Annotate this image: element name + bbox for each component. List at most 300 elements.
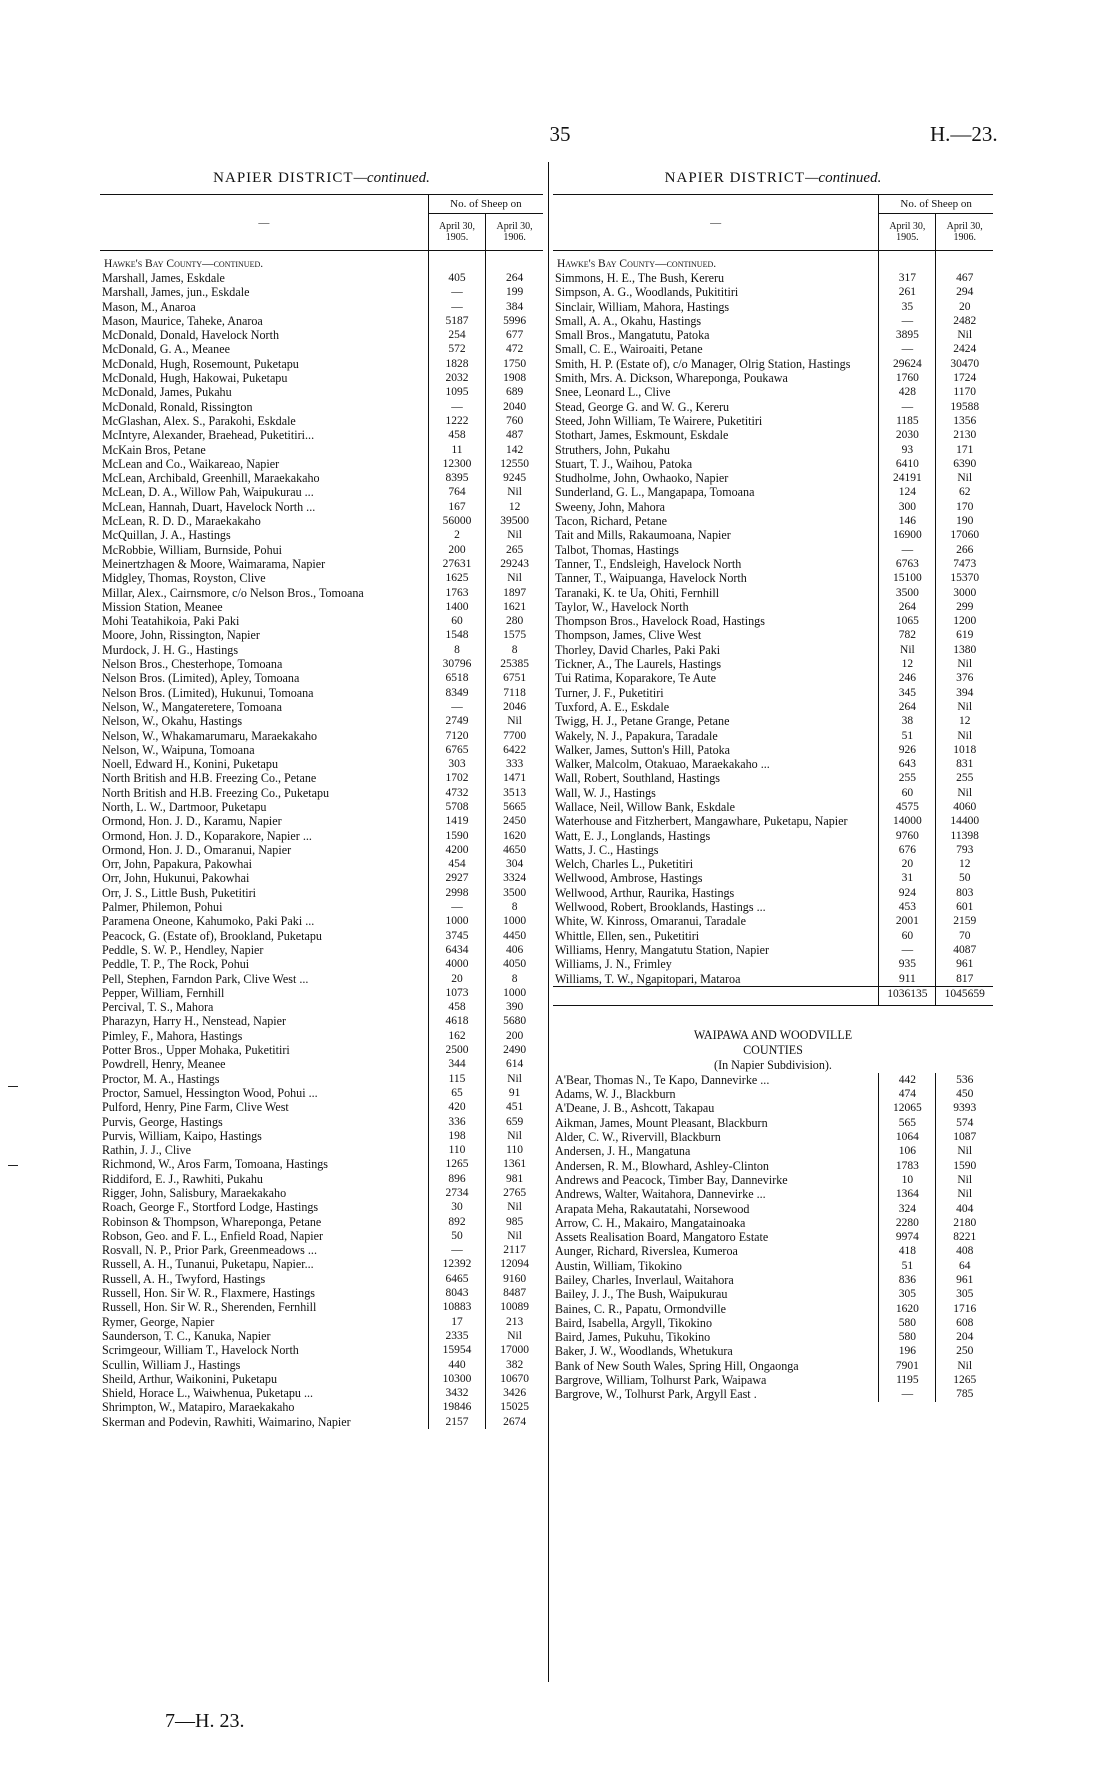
sheep-1906: 294: [936, 285, 993, 299]
owner-name: Mission Station, Meanee: [102, 599, 223, 614]
owner-name: Shield, Horace L., Waiwhenua, Puketapu ...: [102, 1386, 314, 1401]
owner-name: Stead, George G. and W. G., Kereru: [555, 399, 730, 414]
sheep-1905: 336: [428, 1115, 485, 1129]
sheep-1905: 1590: [428, 829, 485, 843]
owner-name: Wallace, Neil, Willow Bank, Eskdale: [555, 799, 736, 814]
owner-name: Paramena Oneone, Kahumoko, Paki Paki ...: [102, 914, 315, 929]
owner-name: McQuillan, J. A., Hastings: [102, 528, 231, 543]
sheep-1906: Nil: [936, 1144, 993, 1158]
sheep-1905: 6434: [428, 943, 485, 957]
sheep-1905: 892: [428, 1215, 485, 1229]
sheep-1905: 12392: [428, 1257, 485, 1271]
sheep-1905: 196: [879, 1344, 936, 1358]
owner-name: Snee, Leonard L., Clive: [555, 385, 671, 400]
table-row: [553, 1073, 993, 1087]
section-subtitle: (In Napier Subdivision).: [714, 1057, 832, 1072]
sheep-1905: —: [428, 400, 485, 414]
sheep-1906: 5665: [486, 800, 543, 814]
table-row: [100, 1343, 543, 1357]
table-row: [553, 829, 993, 843]
sheep-1905: —: [879, 314, 936, 328]
owner-name: Marshall, James, Eskdale: [102, 271, 225, 285]
owner-name: Studholme, John, Owhaoko, Napier: [555, 471, 729, 486]
owner-name: Bailey, Charles, Inverlaul, Waitahora: [555, 1273, 734, 1287]
owner-name: Rigger, John, Salisbury, Maraekakaho: [102, 1186, 287, 1200]
owner-name: Small Bros., Mangatutu, Patoka: [555, 328, 710, 343]
table-row: [553, 443, 993, 457]
sheep-1905: 15954: [428, 1343, 485, 1357]
sheep-1905: 572: [428, 342, 485, 356]
table-row: [100, 314, 543, 328]
table-row: [553, 342, 993, 356]
owner-name: Sunderland, G. L., Mangapapa, Tomoana: [555, 485, 755, 500]
sheep-1905: —: [428, 300, 485, 314]
sheep-1905: 56000: [428, 514, 485, 528]
owner-name: Wall, W. J., Hastings: [555, 785, 656, 800]
table-row: [553, 543, 993, 557]
owner-name: Marshall, James, jun., Eskdale: [102, 285, 250, 300]
owner-name: Tanner, T., Endsleigh, Havelock North: [555, 556, 742, 571]
sheep-1906: 29243: [486, 557, 543, 571]
owner-name: McGlashan, Alex. S., Parakohi, Eskdale: [102, 413, 296, 428]
table-row: [553, 786, 993, 800]
table-row: [553, 528, 993, 542]
sheep-1906: 803: [936, 886, 993, 900]
table-row: [100, 957, 543, 971]
owner-name: Wellwood, Robert, Brooklands, Hastings ...: [555, 900, 766, 915]
table-row: [553, 700, 993, 714]
table-row: [553, 457, 993, 471]
sheep-1905: 3895: [879, 328, 936, 342]
sheep-1906: 204: [936, 1330, 993, 1344]
sheep-1906: 8221: [936, 1230, 993, 1244]
table-row: [553, 471, 993, 485]
table-row: [100, 1143, 543, 1157]
sheep-1906: 3000: [936, 586, 993, 600]
sheep-1906: 1621: [486, 600, 543, 614]
table-row: [100, 1014, 543, 1028]
owner-name: Wall, Robert, Southland, Hastings: [555, 771, 720, 786]
sheep-1905: 60: [879, 786, 936, 800]
sheep-1906: Nil: [486, 1129, 543, 1143]
sheep-1906: 487: [486, 428, 543, 442]
sheep-1906: 2159: [936, 914, 993, 928]
header-group: No. of Sheep on: [428, 195, 543, 214]
sheep-1905: 420: [428, 1100, 485, 1114]
table-row: [553, 1159, 993, 1173]
sheep-1906: 6422: [486, 743, 543, 757]
table-row: [100, 328, 543, 342]
sheep-1905: 935: [879, 957, 936, 971]
sheep-1905: 12: [879, 657, 936, 671]
sheep-1905: 458: [428, 1000, 485, 1014]
sheep-1905: 317: [879, 271, 936, 285]
sheep-1905: 454: [428, 857, 485, 871]
left-column: [100, 170, 543, 1429]
sheep-1905: 50: [428, 1229, 485, 1243]
sheep-1906: 4050: [486, 957, 543, 971]
sheep-1906: 817: [936, 972, 993, 987]
sheep-1906: 601: [936, 900, 993, 914]
sheep-1905: 474: [879, 1087, 936, 1101]
table-row: [553, 371, 993, 385]
owner-name: Proctor, M. A., Hastings: [102, 1071, 220, 1086]
table-row: [553, 814, 993, 828]
table-row: [553, 871, 993, 885]
table-row: [100, 371, 543, 385]
sheep-1905: 926: [879, 743, 936, 757]
sheep-1906: Nil: [936, 729, 993, 743]
sheep-1905: 8043: [428, 1286, 485, 1300]
sheep-1906: 785: [936, 1387, 993, 1401]
sheep-1906: 793: [936, 843, 993, 857]
sheep-1906: 2130: [936, 428, 993, 442]
owner-name: A'Deane, J. B., Ashcott, Takapau: [555, 1101, 715, 1116]
owner-name: McDonald, James, Pukahu: [102, 385, 232, 400]
sheep-1906: Nil: [936, 328, 993, 342]
sheep-1905: 19846: [428, 1400, 485, 1414]
owner-name: Skerman and Podevin, Rawhiti, Waimarino, Napier: [102, 1414, 351, 1429]
sheep-1905: 15100: [879, 571, 936, 585]
table-row: [100, 1372, 543, 1386]
sheep-1905: 442: [879, 1073, 936, 1087]
table-row: [553, 1316, 993, 1330]
sheep-1906: Nil: [936, 1359, 993, 1373]
table-row: [553, 943, 993, 957]
sheep-1906: 5996: [486, 314, 543, 328]
table-row: [553, 671, 993, 685]
owner-name: Russell, Hon. Sir W. R., Sherenden, Fernhill: [102, 1300, 317, 1315]
sheep-1905: 162: [428, 1029, 485, 1043]
sheep-1905: 106: [879, 1144, 936, 1158]
sheep-1905: 20: [879, 857, 936, 871]
table-row: [553, 1287, 993, 1301]
owner-name: Taylor, W., Havelock North: [555, 599, 689, 614]
owner-name: Orr, John, Papakura, Pakowhai: [102, 857, 252, 872]
owner-name: Nelson, W., Mangateretere, Tomoana: [102, 699, 282, 714]
sheep-1906: 12: [936, 714, 993, 728]
sheep-1906: 1724: [936, 371, 993, 385]
sheep-1906: 2482: [936, 314, 993, 328]
sheep-1906: 450: [936, 1087, 993, 1101]
sheep-1905: 60: [428, 614, 485, 628]
sheep-1905: 35: [879, 300, 936, 314]
sheep-1905: 1364: [879, 1187, 936, 1201]
table-row: [100, 514, 543, 528]
sheep-1905: 5187: [428, 314, 485, 328]
owner-name: Potter Bros., Upper Mohaka, Puketitiri: [102, 1043, 290, 1058]
sheep-1906: 11398: [936, 829, 993, 843]
table-row: [100, 1386, 543, 1400]
sheep-1906: Nil: [486, 1200, 543, 1214]
table-row: [100, 1186, 543, 1200]
sheep-1905: 264: [879, 700, 936, 714]
table-row: [100, 943, 543, 957]
table-row: [553, 743, 993, 757]
sheep-1905: —: [879, 943, 936, 957]
sheep-1905: 167: [428, 500, 485, 514]
sheep-1905: 30: [428, 1200, 485, 1214]
owner-name: Pell, Stephen, Farndon Park, Clive West ...: [102, 971, 309, 986]
table-row: [100, 1043, 543, 1057]
table-row: [553, 886, 993, 900]
section-title-line1: WAIPAWA AND WOODVILLE: [693, 1027, 853, 1042]
sheep-1906: Nil: [486, 1072, 543, 1086]
owner-name: Russell, A. H., Twyford, Hastings: [102, 1271, 266, 1286]
owner-name: Sheild, Arthur, Waikonini, Puketapu: [102, 1371, 278, 1386]
sheep-1906: 265: [486, 543, 543, 557]
sheep-1906: 7473: [936, 557, 993, 571]
sheep-1905: 146: [879, 514, 936, 528]
sheep-1905: 2032: [428, 371, 485, 385]
table-row: [553, 929, 993, 943]
owner-name: Small, A. A., Okahu, Hastings: [555, 313, 702, 328]
sheep-1906: 255: [936, 771, 993, 785]
owner-name: McLean, Hannah, Duart, Havelock North ...: [102, 499, 316, 514]
owner-name: Stuart, T. J., Waihou, Patoka: [555, 456, 693, 471]
sheep-1906: 614: [486, 1057, 543, 1071]
owner-name: Talbot, Thomas, Hastings: [555, 542, 679, 557]
sheep-1905: 6765: [428, 743, 485, 757]
sheep-1905: 345: [879, 686, 936, 700]
owner-name: Baird, Isabella, Argyll, Tikokino: [555, 1315, 712, 1330]
owner-name: Andersen, R. M., Blowhard, Ashley-Clinton: [555, 1158, 769, 1173]
sheep-1906: 299: [936, 600, 993, 614]
owner-name: Mohi Teatahikoia, Paki Paki: [102, 614, 240, 629]
table-row: [100, 1315, 543, 1329]
table-row: [100, 757, 543, 771]
sheep-1906: Nil: [936, 700, 993, 714]
owner-name: McDonald, Hugh, Hakowai, Puketapu: [102, 371, 288, 386]
owner-name: Rymer, George, Napier: [102, 1314, 215, 1329]
header-1906: April 30, 1906.: [936, 214, 993, 251]
sheep-1905: 2001: [879, 914, 936, 928]
table-row: [100, 900, 543, 914]
owner-name: Smith, Mrs. A. Dickson, Wharepongа, Poukawa: [555, 371, 788, 386]
owner-name: Bargrove, William, Tolhurst Park, Waipawa: [555, 1373, 767, 1388]
owner-name: Andrews and Peacock, Timber Bay, Dannevirke: [555, 1172, 788, 1187]
owner-name: Tanner, T., Waipuanga, Havelock North: [555, 571, 747, 586]
table-row: [100, 1286, 543, 1300]
table-row: [553, 714, 993, 728]
sheep-1906: 2046: [486, 700, 543, 714]
table-row: [553, 1173, 993, 1187]
owner-name: Wellwood, Ambrose, Hastings: [555, 871, 703, 886]
document-code: H.—23.: [930, 122, 998, 146]
owner-name: Saunderson, T. C., Kanuka, Napier: [102, 1328, 271, 1343]
owner-name: Taranaki, K. te Ua, Ohiti, Fernhill: [555, 585, 720, 600]
sheep-1906: 8: [486, 643, 543, 657]
sheep-1905: 1548: [428, 628, 485, 642]
sheep-1905: 30796: [428, 657, 485, 671]
table-row: [553, 657, 993, 671]
sheep-1905: 1419: [428, 814, 485, 828]
owner-name: Williams, J. N., Frimley: [555, 957, 672, 972]
sheep-1905: —: [428, 900, 485, 914]
table-row: [100, 614, 543, 628]
table-row: [553, 1359, 993, 1373]
table-row: [553, 1259, 993, 1273]
margin-mark: [8, 1165, 18, 1166]
table-row: [100, 428, 543, 442]
owner-name: Percival, T. S., Mahora: [102, 1000, 214, 1015]
sheep-1906: 1000: [486, 986, 543, 1000]
sheep-1905: 9760: [879, 829, 936, 843]
table-row: [100, 1115, 543, 1129]
sheep-1906: 1380: [936, 643, 993, 657]
sheep-1906: 404: [936, 1202, 993, 1216]
sheep-1905: 3500: [879, 586, 936, 600]
owner-name: Waterhouse and Fitzherbert, Mangawhare, Puketapu, Napier: [555, 814, 848, 829]
sheep-1906: Nil: [486, 1329, 543, 1343]
sheep-1905: 51: [879, 1259, 936, 1273]
sheep-1906: Nil: [936, 1173, 993, 1187]
sheep-1906: 1200: [936, 614, 993, 628]
right-column-title: NAPIER DISTRICT—continued.: [664, 170, 882, 186]
sheep-1906: 9160: [486, 1272, 543, 1286]
owner-name: Williams, T. W., Ngapitopari, Mataroa: [555, 971, 741, 986]
owner-name: Russell, A. H., Tunanui, Puketapu, Napier...: [102, 1257, 314, 1272]
sheep-1906: 170: [936, 500, 993, 514]
table-row: [100, 342, 543, 356]
sheep-1906: 4087: [936, 943, 993, 957]
owner-name: Peddle, T. P., The Rock, Pohui: [102, 957, 250, 972]
table-row: [100, 643, 543, 657]
sheep-1906: 2117: [486, 1243, 543, 1257]
sheep-1906: 213: [486, 1315, 543, 1329]
owner-name: Midgley, Thomas, Royston, Clive: [102, 571, 266, 586]
sheep-1906: 19588: [936, 400, 993, 414]
table-row: [553, 757, 993, 771]
table-row: [553, 285, 993, 299]
table-row: [553, 1273, 993, 1287]
table-row: [100, 657, 543, 671]
table-row: [100, 271, 543, 285]
sheep-1906: 3500: [486, 886, 543, 900]
sheep-1906: 15025: [486, 1400, 543, 1414]
sheep-1906: 8: [486, 972, 543, 986]
owner-name: North, L. W., Dartmoor, Puketapu: [102, 799, 267, 814]
sheep-1906: Nil: [486, 528, 543, 542]
table-row: [553, 800, 993, 814]
sheep-1905: 1185: [879, 414, 936, 428]
table-row: [553, 1187, 993, 1201]
owner-name: Baker, J. W., Woodlands, Whetukura: [555, 1344, 733, 1359]
table-row: [100, 771, 543, 785]
owner-name: Bailey, J. J., The Bush, Waipukurau: [555, 1287, 728, 1302]
sheep-1906: 831: [936, 757, 993, 771]
owner-name: Watts, J. C., Hastings: [555, 842, 659, 857]
sheep-1905: 300: [879, 500, 936, 514]
sheep-1905: 9974: [879, 1230, 936, 1244]
table-row: [100, 1415, 543, 1429]
sheep-1905: 1265: [428, 1157, 485, 1171]
sheep-1906: 9393: [936, 1101, 993, 1115]
table-row: [100, 1000, 543, 1014]
table-row: [553, 385, 993, 399]
sheep-1906: 981: [486, 1172, 543, 1186]
sheep-1906: 689: [486, 385, 543, 399]
sheep-1905: 1064: [879, 1130, 936, 1144]
sheep-1906: 1897: [486, 586, 543, 600]
sheep-1906: 985: [486, 1215, 543, 1229]
sheep-1905: 1625: [428, 571, 485, 585]
table-row: [553, 1116, 993, 1130]
sheep-1906: 8: [486, 900, 543, 914]
sheep-1906: 142: [486, 443, 543, 457]
sheep-1906: Nil: [936, 657, 993, 671]
sheep-1905: 65: [428, 1086, 485, 1100]
owner-name: Orr, John, Hukunui, Pakowhai: [102, 871, 250, 886]
sheep-1905: 2335: [428, 1329, 485, 1343]
sheep-1906: 1265: [936, 1373, 993, 1387]
table-row: [553, 1373, 993, 1387]
sheep-1905: 10: [879, 1173, 936, 1187]
total-1905: 1036135: [879, 986, 936, 1005]
page-footer: 7—H. 23.: [165, 1710, 245, 1732]
table-row: [553, 1101, 993, 1115]
sheep-1905: 115: [428, 1072, 485, 1086]
sheep-1906: 9245: [486, 471, 543, 485]
table-row: [100, 1057, 543, 1071]
table-row: [553, 428, 993, 442]
sheep-1906: 472: [486, 342, 543, 356]
sheep-1905: 110: [428, 1143, 485, 1157]
sheep-1906: 2424: [936, 342, 993, 356]
table-row: [100, 500, 543, 514]
owner-name: Turner, J. F., Puketitiri: [555, 685, 664, 700]
table-row: [100, 729, 543, 743]
owner-name: Wellwood, Arthur, Raurika, Hastings: [555, 885, 735, 900]
sheep-1906: 4450: [486, 929, 543, 943]
sheep-1905: 1828: [428, 357, 485, 371]
sheep-1905: 3432: [428, 1386, 485, 1400]
owner-name: North British and H.B. Freezing Co., Puketapu: [102, 785, 330, 800]
sheep-1905: 1760: [879, 371, 936, 385]
sheep-1905: 4200: [428, 843, 485, 857]
table-row: [553, 400, 993, 414]
table-row: [100, 700, 543, 714]
sheep-1905: 31: [879, 871, 936, 885]
owner-name: Rosvall, N. P., Prior Park, Greenmeadows ...: [102, 1243, 317, 1258]
table-row: [100, 557, 543, 571]
sheep-1906: Nil: [936, 471, 993, 485]
table-row: [100, 800, 543, 814]
sheep-1905: 6410: [879, 457, 936, 471]
sheep-1905: 565: [879, 1116, 936, 1130]
table-row: [553, 314, 993, 328]
sheep-1906: 17000: [486, 1343, 543, 1357]
owner-name: McLean, D. A., Willow Pah, Waipukurau ...: [102, 485, 314, 500]
table-row: [100, 571, 543, 585]
section-title-line2: COUNTIES: [743, 1042, 803, 1057]
table-row: [100, 686, 543, 700]
sheep-1905: 8349: [428, 686, 485, 700]
left-column-title: NAPIER DISTRICT—continued.: [213, 170, 430, 186]
sheep-1906: 1000: [486, 914, 543, 928]
table-row: [100, 1329, 543, 1343]
sheep-1906: 3426: [486, 1386, 543, 1400]
owner-name: Andrews, Walter, Waitahora, Dannevirke ...: [555, 1187, 766, 1202]
sheep-1906: 6751: [486, 671, 543, 685]
sheep-1905: 93: [879, 443, 936, 457]
sheep-1905: 2157: [428, 1415, 485, 1429]
table-row: [553, 1302, 993, 1316]
table-row: [553, 843, 993, 857]
sheep-1906: 17060: [936, 528, 993, 542]
sheep-1906: 760: [486, 414, 543, 428]
owner-name: McIntyre, Alexander, Braehead, Puketitiri...: [102, 428, 315, 443]
